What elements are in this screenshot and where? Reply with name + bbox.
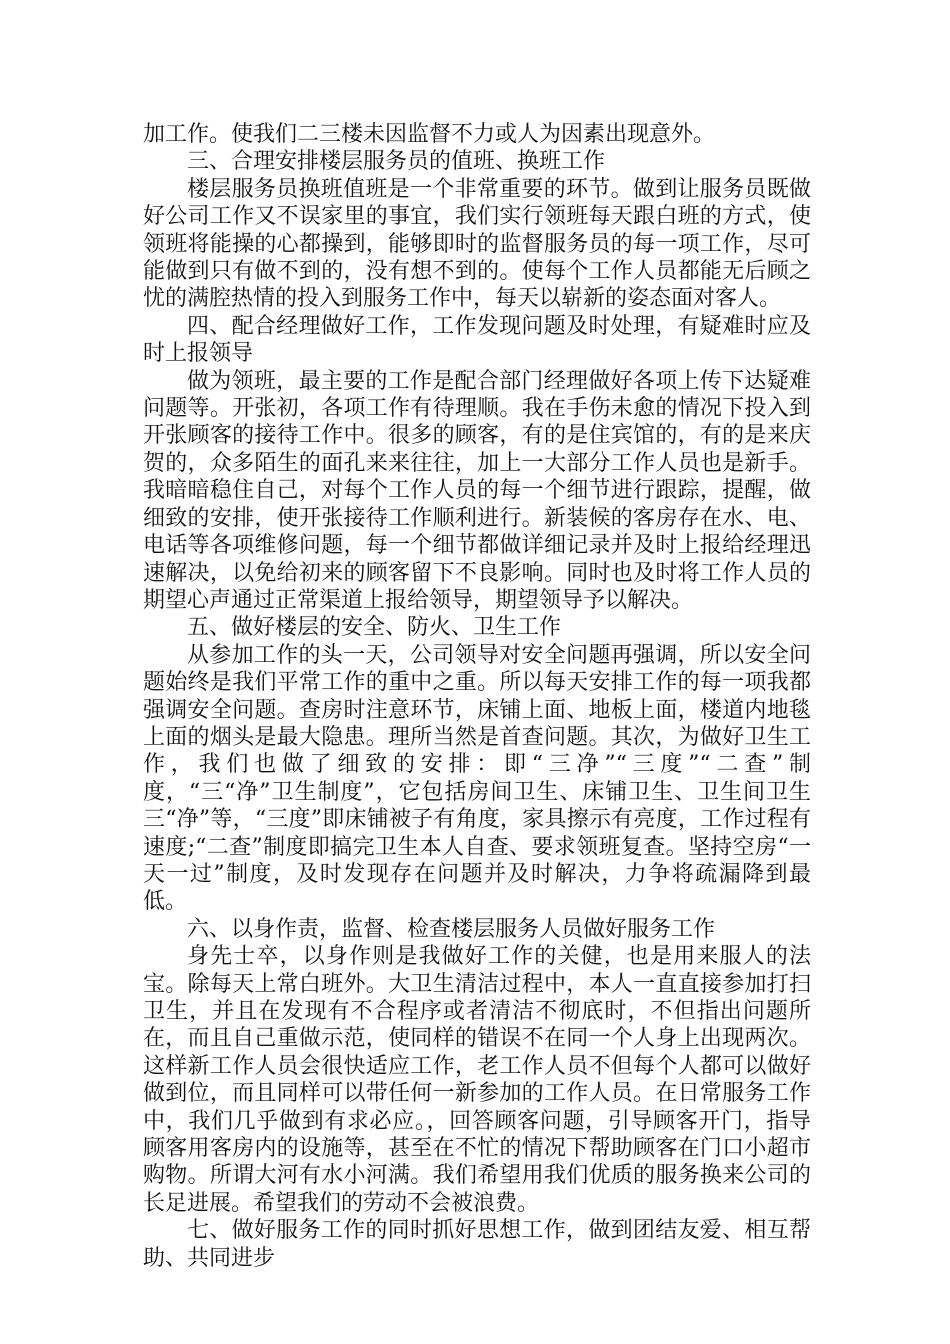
section-heading-7: 七、做好服务工作的同时抓好思想工作，做到团结友爱、相互帮助、共同进步 xyxy=(143,1218,811,1271)
paragraph-shift-scheduling: 楼层服务员换班值班是一个非常重要的环节。做到让服务员既做好公司工作又不误家里的事宜，我们实行领班每天跟白班的方式，使领班将能操的心都操到，能够即时的监督服务员的每一项工作，尽可能做到只有做不到的，没有想不到的。使每个工作人员都能无后顾之忧的满腔热情的投入到服务工作中，每天以崭新的姿态面对客人。 xyxy=(143,176,811,312)
section-heading-5: 五、做好楼层的安全、防火、卫生工作 xyxy=(187,615,562,641)
section-heading-4: 四、配合经理做好工作，工作发现问题及时处理，有疑难时应及时上报领导 xyxy=(143,313,811,367)
document-body xyxy=(143,121,811,1272)
paragraph-safety-hygiene: 从参加工作的头一天，公司领导对安全问题再强调，所以安全问题始终是我们平常工作的重中之重。所以每天安排工作的每一项我都强调安全问题。查房时注意环节，床铺上面、地板上面，楼道内地毯上面的烟头是最大隐患。理所当然是首查问题。其次，为做好卫生工作，我们也做了细致的安排：即“三净”“三度”“二查”制度，“三“净”卫生制度”，它包括房间卫生、床铺卫生、卫生间卫生三“净”等，“三度”即床铺被子有角度，家具擦示有亮度，工作过程有速度;“二查”制度即搞完卫生本人自查、要求领班复查。坚持空房“一天一过”制度，及时发现存在问题并及时解决，力争将疏漏降到最低。 xyxy=(143,642,811,915)
paragraph-lead-by-example: 身先士卒，以身作则是我做好工作的关健，也是用来服人的法宝。除每天上常白班外。大卫生清洁过程中，本人一直直接参加打扫卫生，并且在发现有不合程序或者清洁不彻底时，不但指出问题所在，而且自己重做示范，使同样的错误不在同一个人身上出现两次。这样新工作人员会很快适应工作，老工作人员不但每个人都可以做好做到位，而且同样可以带任何一新参加的工作人员。在日常服务工作中，我们几乎做到有求必应。，回答顾客问题，引导顾客开门，指导顾客用客房内的设施等，甚至在不忙的情况下帮助顾客在门口小超市购物。所谓大河有水小河满。我们希望用我们优质的服务换来公司的长足进展。希望我们的劳动不会被浪费。 xyxy=(143,944,811,1216)
paragraph-manager-coordination: 做为领班，最主要的工作是配合部门经理做好各项上传下达疑难问题等。开张初，各项工作有待理顺。我在手伤未愈的情况下投入到开张顾客的接待工作中。很多的顾客，有的是住宾馆的，有的是来庆贺的，众多陌生的面孔来来往往，加上一大部分工作人员也是新手。我暗暗稳住自己，对每个工作人员的每一个细节进行跟踪，提醒，做细致的安排，使开张接待工作顺利进行。新装候的客房存在水、电、电话等各项维修问题，每一个细节都做详细记录并及时上报给经理迅速解决，以免给初来的顾客留下不良影响。同时也及时将工作人员的期望心声通过正常渠道上报给领导，期望领导予以解决。 xyxy=(143,368,811,613)
paragraph-continuation: 加工作。使我们二三楼未因监督不力或人为因素出现意外。 xyxy=(143,122,716,147)
section-heading-3: 三、合理安排楼层服务员的值班、换班工作 xyxy=(187,149,606,175)
section-heading-6: 六、以身作责，监督、检查楼层服务人员做好服务工作 xyxy=(187,916,716,942)
